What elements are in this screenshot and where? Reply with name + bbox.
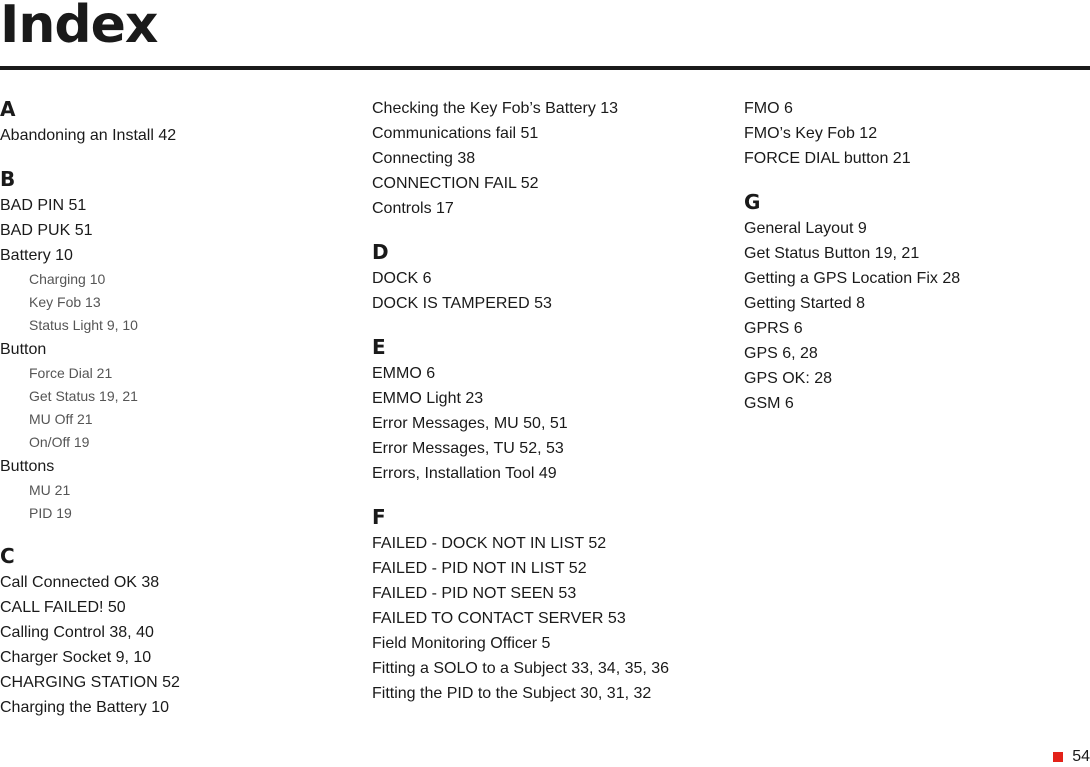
index-entry: GSM 6: [744, 395, 794, 412]
index-entry: Charger Socket 9, 10: [0, 649, 152, 666]
page-footer: [1053, 747, 1090, 767]
index-subentry: PID 19: [29, 505, 72, 521]
section-letter: F: [372, 505, 386, 529]
index-entry: Charging the Battery 10: [0, 699, 169, 716]
index-subentry: Force Dial 21: [29, 365, 113, 381]
section-letter: G: [744, 190, 761, 214]
index-entry: General Layout 9: [744, 220, 867, 237]
index-entry: Getting Started 8: [744, 295, 865, 312]
index-entry: CONNECTION FAIL 52: [372, 175, 539, 192]
page-number: 54: [1072, 748, 1090, 765]
index-column-1: [0, 96, 180, 720]
index-entry: GPRS 6: [744, 320, 803, 337]
index-entry: GPS 6, 28: [744, 345, 818, 362]
index-subentry: Status Light 9, 10: [29, 317, 138, 333]
index-entry: Getting a GPS Location Fix 28: [744, 270, 961, 287]
index-subentry: MU 21: [29, 482, 71, 498]
index-entry: Checking the Key Fob’s Battery 13: [372, 100, 619, 117]
index-entry: DOCK 6: [372, 270, 432, 287]
index-entry: Get Status Button 19, 21: [744, 245, 920, 262]
index-entry: FAILED - PID NOT SEEN 53: [372, 585, 577, 602]
index-entry: Call Connected OK 38: [0, 574, 160, 591]
index-entry: FORCE DIAL button 21: [744, 150, 911, 167]
index-entry: CHARGING STATION 52: [0, 674, 180, 691]
index-subentry: MU Off 21: [29, 411, 93, 427]
index-column-3: [744, 96, 960, 416]
index-entry: FAILED TO CONTACT SERVER 53: [372, 610, 626, 627]
index-entry: Errors, Installation Tool 49: [372, 465, 557, 482]
index-entry: FAILED - PID NOT IN LIST 52: [372, 560, 587, 577]
index-entry: BAD PIN 51: [0, 197, 87, 214]
index-entry: Field Monitoring Officer 5: [372, 635, 551, 652]
index-entry: EMMO Light 23: [372, 390, 484, 407]
section-letter: D: [372, 240, 389, 264]
index-entry: Abandoning an Install 42: [0, 127, 177, 144]
index-entry: Fitting the PID to the Subject 30, 31, 32: [372, 685, 652, 702]
page-title: Index: [0, 0, 158, 55]
index-entry: GPS OK: 28: [744, 370, 833, 387]
index-entry: Error Messages, MU 50, 51: [372, 415, 568, 432]
index-entry: Button: [0, 341, 47, 358]
section-letter: A: [0, 97, 16, 121]
index-entry: BAD PUK 51: [0, 222, 93, 239]
index-entry: Communications fail 51: [372, 125, 539, 142]
index-entry: DOCK IS TAMPERED 53: [372, 295, 552, 312]
index-entry: Calling Control 38, 40: [0, 624, 154, 641]
index-column-2: [372, 96, 669, 706]
section-letter: E: [372, 335, 386, 359]
title-rule: [0, 66, 1090, 70]
index-entry: Error Messages, TU 52, 53: [372, 440, 564, 457]
index-entry: FMO’s Key Fob 12: [744, 125, 878, 142]
index-entry: FMO 6: [744, 100, 793, 117]
section-letter: B: [0, 167, 16, 191]
index-entry: Buttons: [0, 458, 55, 475]
index-entry: Connecting 38: [372, 150, 476, 167]
section-letter: C: [0, 544, 15, 568]
index-entry: Battery 10: [0, 247, 73, 264]
index-entry: Fitting a SOLO to a Subject 33, 34, 35, 36: [372, 660, 670, 677]
index-entry: Controls 17: [372, 200, 454, 217]
index-entry: EMMO 6: [372, 365, 436, 382]
index-subentry: On/Off 19: [29, 434, 90, 450]
page-marker-icon: [1053, 752, 1063, 762]
index-subentry: Charging 10: [29, 271, 106, 287]
index-entry: CALL FAILED! 50: [0, 599, 126, 616]
index-subentry: Key Fob 13: [29, 294, 101, 310]
index-entry: FAILED - DOCK NOT IN LIST 52: [372, 535, 607, 552]
index-subentry: Get Status 19, 21: [29, 388, 138, 404]
